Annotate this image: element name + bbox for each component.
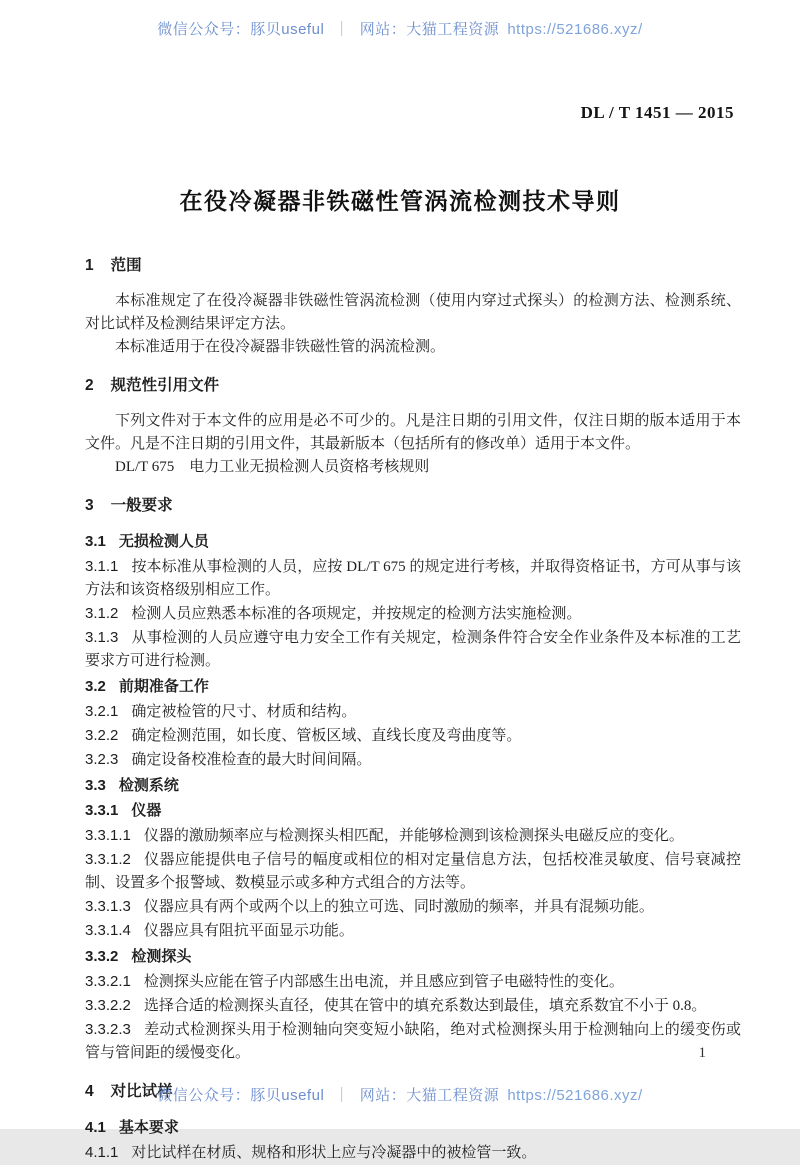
clause-number: 3.3.2.2 xyxy=(85,997,131,1014)
clause-number: 3.2.1 xyxy=(85,703,119,720)
clause xyxy=(85,700,741,724)
paragraph: 本标准规定了在役冷凝器非铁磁性管涡流检测（使用内穿过式探头）的检测方法、检测系统、对比试样及检测结果评定方法。 xyxy=(85,293,741,332)
section-number: 3 xyxy=(85,497,94,514)
clause-text: 确定设备校准检查的最大时间间隔。 xyxy=(131,752,372,768)
section-heading xyxy=(85,254,741,277)
clause-text: 按本标准从事检测的人员，应按 DL/T 675 的规定进行考核，并取得资格证书，方可从事与该方法和该资格级别相应工作。 xyxy=(85,559,741,598)
site-url: https://521686.xyz/ xyxy=(507,1087,643,1104)
section-scope xyxy=(85,254,741,359)
site-label: 网站：大猫工程资源 xyxy=(359,1087,500,1104)
clause xyxy=(85,1018,741,1065)
clause-text: 对比试样在材质、规格和形状上应与冷凝器中的被检管一致。 xyxy=(131,1145,537,1161)
clause-number: 3.3.1.3 xyxy=(85,898,131,915)
subsubsection-heading xyxy=(85,799,741,822)
clause-number: 4.1.1 xyxy=(85,1144,119,1161)
section-number: 4 xyxy=(85,1083,94,1100)
clause-text: 仪器的激励频率应与检测探头相匹配，并能够检测到该检测探头电磁反应的变化。 xyxy=(143,828,684,844)
paragraph: 下列文件对于本文件的应用是必不可少的。凡是注日期的引用文件，仅注日期的版本适用于本文件。凡是不注日期的引用文件，其最新版本（包括所有的修改单）适用于本文件。 xyxy=(85,413,741,452)
clause-number: 3.3.2.3 xyxy=(85,1021,131,1038)
paragraph: 本标准适用于在役冷凝器非铁磁性管的涡流检测。 xyxy=(115,339,446,355)
site-url: https://521686.xyz/ xyxy=(507,21,643,38)
clause-number: 3.1.3 xyxy=(85,629,119,646)
clause-text: 仪器应具有阻抗平面显示功能。 xyxy=(143,923,354,939)
subsection-heading xyxy=(85,774,741,797)
clause-number: 3.2.2 xyxy=(85,727,119,744)
clause xyxy=(85,724,741,748)
subsection-title: 无损检测人员 xyxy=(118,533,209,550)
section-title: 一般要求 xyxy=(110,497,173,514)
subsection-number: 3.1 xyxy=(85,533,106,550)
subsection-heading xyxy=(85,675,741,698)
clause xyxy=(85,895,741,919)
subsubsection-number: 3.3.1 xyxy=(85,802,119,819)
section-heading xyxy=(85,374,741,397)
clause-text: 确定检测范围，如长度、管板区域、直线长度及弯曲度等。 xyxy=(131,728,522,744)
clause-number: 3.3.1.1 xyxy=(85,827,131,844)
document-title: 在役冷凝器非铁磁性管涡流检测技术导则 xyxy=(179,188,621,214)
wechat-account-label: 微信公众号：豚贝useful xyxy=(157,21,325,38)
watermark-separator: ｜ xyxy=(334,21,350,38)
clause xyxy=(85,748,741,772)
clause xyxy=(85,994,741,1018)
clause-text: 确定被检管的尺寸、材质和结构。 xyxy=(131,704,357,720)
clause-number: 3.1.2 xyxy=(85,605,119,622)
clause xyxy=(85,919,741,943)
section-general-requirements xyxy=(85,494,741,1065)
clause-text: 检测探头应能在管子内部感生出电流，并且感应到管子电磁特性的变化。 xyxy=(143,974,624,990)
clause-number: 3.2.3 xyxy=(85,751,119,768)
clause-text: 检测人员应熟悉本标准的各项规定，并按规定的检测方法实施检测。 xyxy=(131,606,582,622)
section-title: 规范性引用文件 xyxy=(110,377,220,394)
subsubsection-title: 检测探头 xyxy=(131,948,192,965)
clause-text: 选择合适的检测探头直径，使其在管中的填充系数达到最佳，填充系数宜不小于 0.8。 xyxy=(143,998,707,1014)
subsection-number: 4.1 xyxy=(85,1119,106,1136)
clause-text: 仪器应能提供电子信号的幅度或相位的相对定量信息方法，包括校准灵敏度、信号衰减控制、设置多个报警域、数模显示或多种方式组合的方法等。 xyxy=(85,852,741,891)
clause xyxy=(85,1141,741,1165)
subsection-title: 检测系统 xyxy=(118,777,179,794)
section-number: 2 xyxy=(85,377,94,394)
watermark-separator: ｜ xyxy=(334,1087,350,1104)
clause-number: 3.3.1.4 xyxy=(85,922,131,939)
document-body xyxy=(85,254,741,1165)
section-title: 范围 xyxy=(110,257,142,274)
clause xyxy=(85,970,741,994)
subsubsection-heading xyxy=(85,945,741,968)
section-normative-references xyxy=(85,374,741,479)
subsection-number: 3.3 xyxy=(85,777,106,794)
subsection-title: 前期准备工作 xyxy=(118,678,209,695)
subsection-heading xyxy=(85,1116,741,1139)
clause-number: 3.3.1.2 xyxy=(85,851,131,868)
watermark-footer xyxy=(0,1084,800,1105)
clause xyxy=(85,848,741,895)
site-label: 网站：大猫工程资源 xyxy=(359,21,500,38)
watermark-header xyxy=(0,18,800,39)
clause-number: 3.3.2.1 xyxy=(85,973,131,990)
clause-text: 从事检测的人员应遵守电力安全工作有关规定，检测条件符合安全作业条件及本标准的工艺要求方可进行检测。 xyxy=(85,630,741,669)
standard-number: DL / T 1451 — 2015 xyxy=(580,103,734,122)
clause-text: 仪器应具有两个或两个以上的独立可选、同时激励的频率，并具有混频功能。 xyxy=(143,899,654,915)
section-number: 1 xyxy=(85,257,94,274)
clause-text: 差动式检测探头用于检测轴向突变短小缺陷，绝对式检测探头用于检测轴向上的缓变伤或管与管间距的缓慢变化。 xyxy=(85,1022,741,1061)
clause xyxy=(85,824,741,848)
clause xyxy=(85,602,741,626)
clause xyxy=(85,555,741,602)
subsubsection-title: 仪器 xyxy=(131,802,162,819)
section-title: 对比试样 xyxy=(110,1083,173,1100)
subsection-number: 3.2 xyxy=(85,678,106,695)
clause xyxy=(85,626,741,673)
subsection-title: 基本要求 xyxy=(118,1119,179,1136)
page-number: 1 xyxy=(698,1045,706,1061)
clause-number: 3.1.1 xyxy=(85,558,119,575)
wechat-account-label: 微信公众号：豚贝useful xyxy=(157,1087,325,1104)
section-heading xyxy=(85,494,741,517)
subsubsection-number: 3.3.2 xyxy=(85,948,119,965)
referenced-standard: DL/T 675 电力工业无损检测人员资格考核规则 xyxy=(115,459,430,475)
subsection-heading xyxy=(85,530,741,553)
